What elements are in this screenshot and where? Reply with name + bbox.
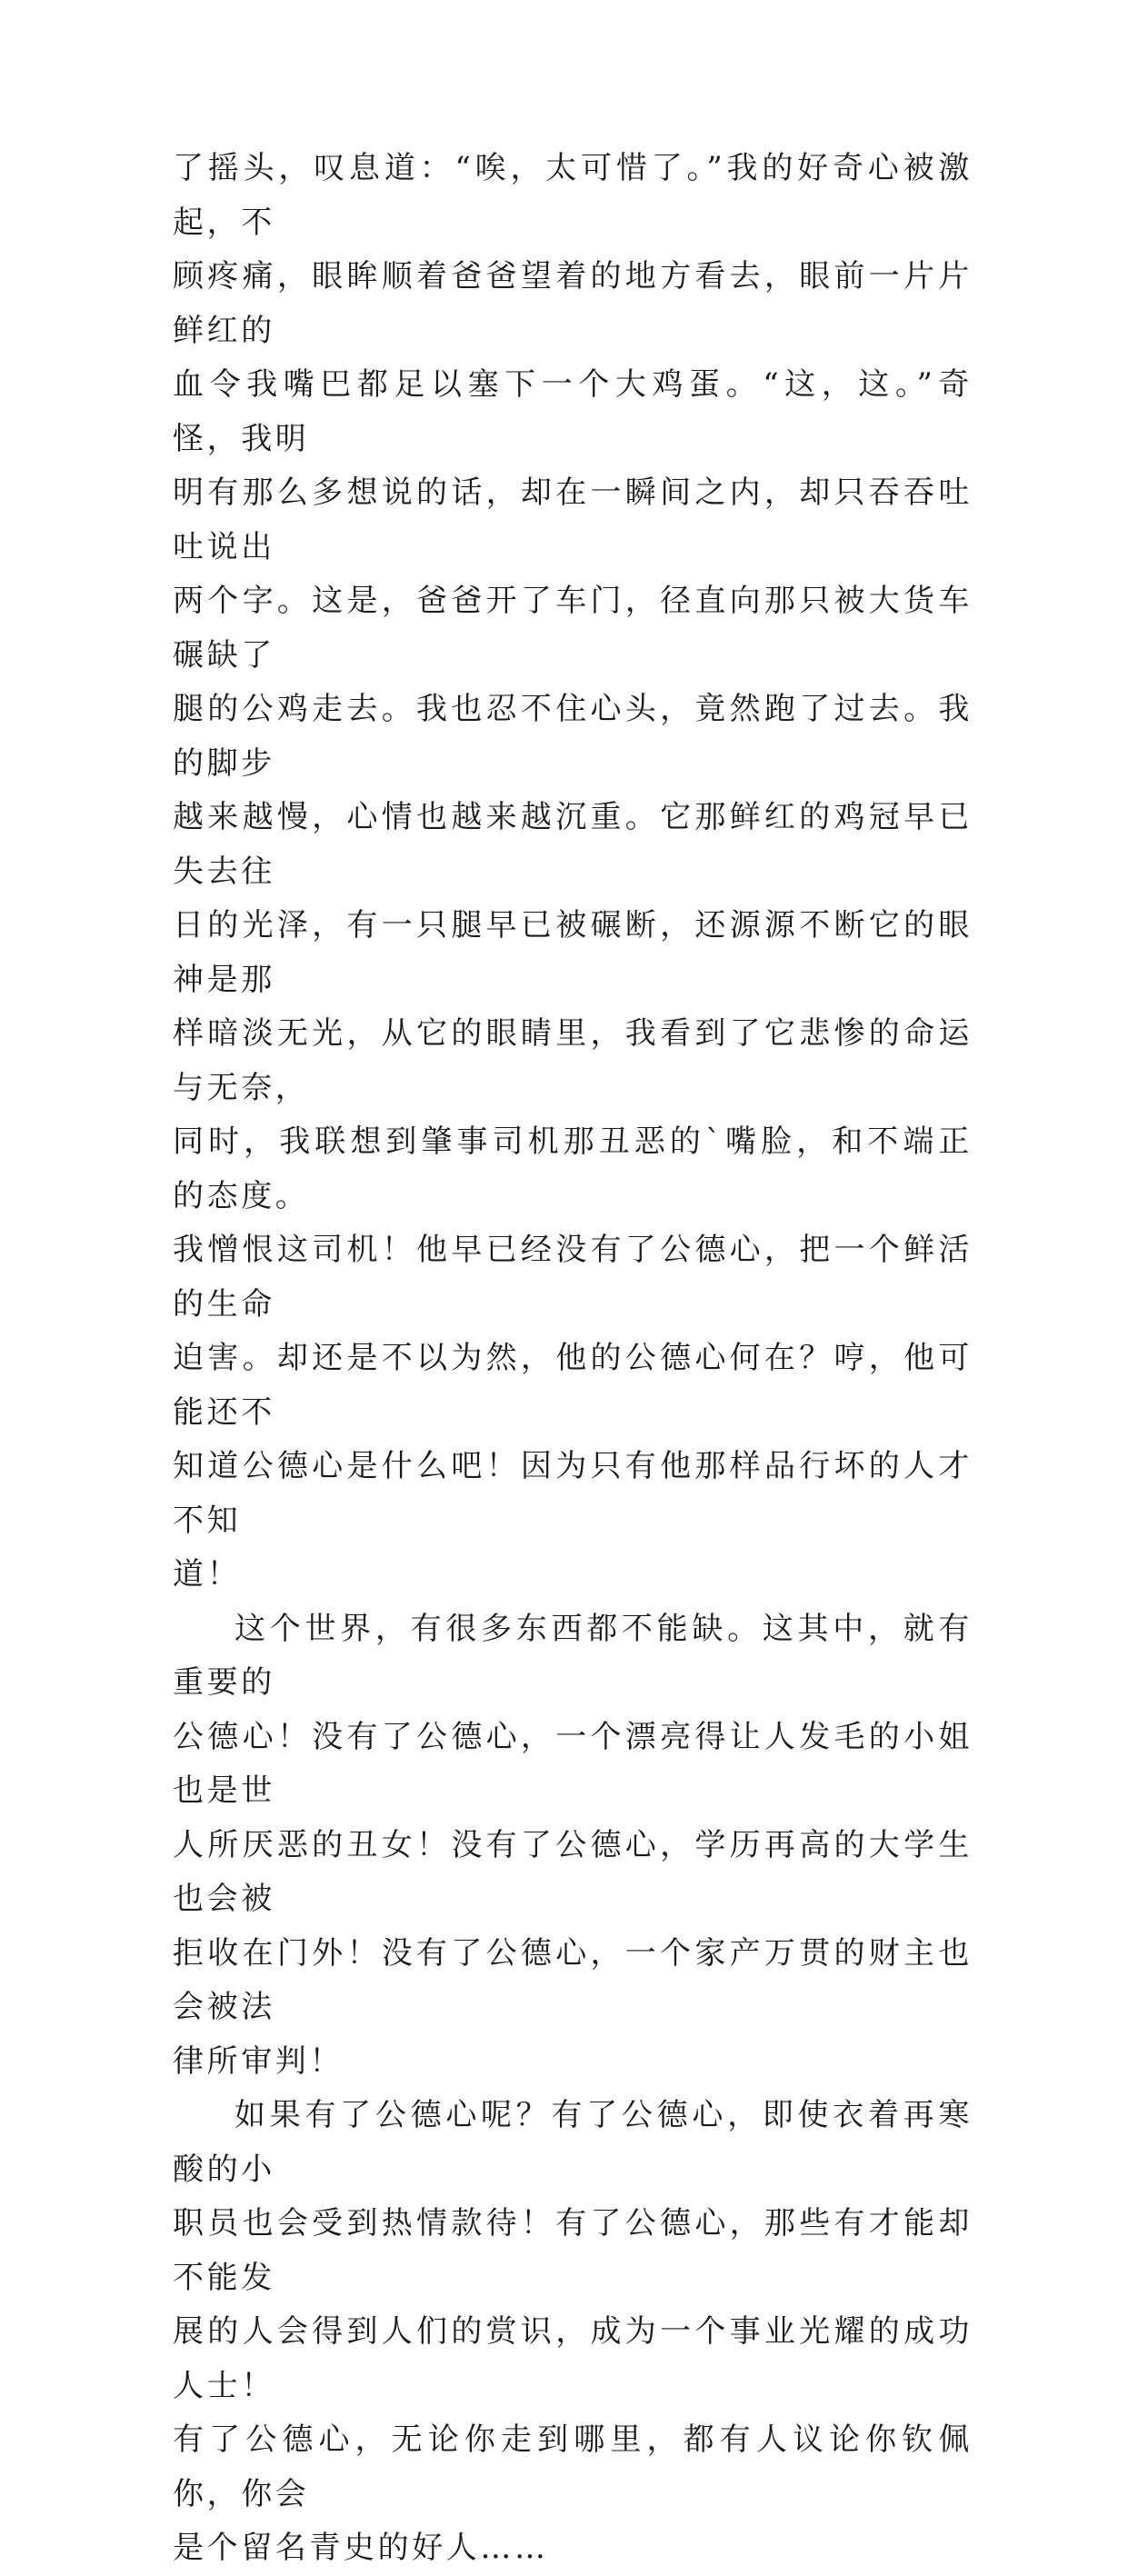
text-line: 我憎恨这司机！他早已经没有了公德心，把一个鲜活的生命	[173, 1232, 973, 1323]
text-line: 顾疼痛，眼眸顺着爸爸望着的地方看去，眼前一片片鲜红的	[173, 258, 973, 349]
text-line: 这个世界，有很多东西都不能缺。这其中，就有重要的	[173, 1610, 973, 1701]
text-line: 日的光泽，有一只腿早已被碾断，还源源不断它的眼神是那	[173, 907, 973, 998]
text-line: 公德心！没有了公德心，一个漂亮得让人发毛的小姐也是世	[173, 1718, 973, 1809]
text-line: 越来越慢，心情也越来越沉重。它那鲜红的鸡冠早已失去往	[173, 799, 973, 890]
document-body	[173, 142, 973, 2576]
text-line: 两个字。这是，爸爸开了车门，径直向那只被大货车碾缺了	[173, 583, 973, 674]
text-line: 腿的公鸡走去。我也忍不住心头，竟然跑了过去。我的脚步	[173, 691, 973, 782]
paragraph-1	[173, 142, 973, 1603]
text-line: 道！	[173, 1556, 242, 1593]
paragraph-3	[173, 2089, 973, 2576]
text-line: 职员也会受到热情款待！有了公德心，那些有才能却不能发	[173, 2205, 973, 2296]
text-line: 有了公德心，无论你走到哪里，都有人议论你钦佩你，你会	[173, 2421, 973, 2512]
text-line: 律所审判！	[173, 2042, 344, 2080]
text-line: 人所厌恶的丑女！没有了公德心，学历再高的大学生也会被	[173, 1826, 973, 1917]
text-line: 拒收在门外！没有了公德心，一个家产万贯的财主也会被法	[173, 1934, 973, 2025]
text-line: 同时，我联想到肇事司机那丑恶的`嘴脸，和不端正的态度。	[173, 1123, 973, 1214]
text-line: 了摇头，叹息道：“唉，太可惜了。”我的好奇心被激起，不	[173, 150, 973, 241]
text-line: 样暗淡无光，从它的眼睛里，我看到了它悲惨的命运与无奈，	[173, 1015, 973, 1106]
text-line: 是个留名青史的好人……	[173, 2530, 549, 2566]
paragraph-2	[173, 1603, 973, 2090]
text-line: 展的人会得到人们的赏识，成为一个事业光耀的成功人士！	[173, 2313, 973, 2404]
text-line: 迫害。却还是不以为然，他的公德心何在？哼，他可能还不	[173, 1340, 973, 1431]
text-line: 如果有了公德心呢？有了公德心，即使衣着再寒酸的小	[173, 2097, 973, 2188]
text-line: 知道公德心是什么吧！因为只有他那样品行坏的人才不知	[173, 1448, 973, 1539]
text-line: 血令我嘴巴都足以塞下一个大鸡蛋。“这，这。”奇怪，我明	[173, 366, 973, 457]
text-line: 明有那么多想说的话，却在一瞬间之内，却只吞吞吐吐说出	[173, 474, 973, 565]
